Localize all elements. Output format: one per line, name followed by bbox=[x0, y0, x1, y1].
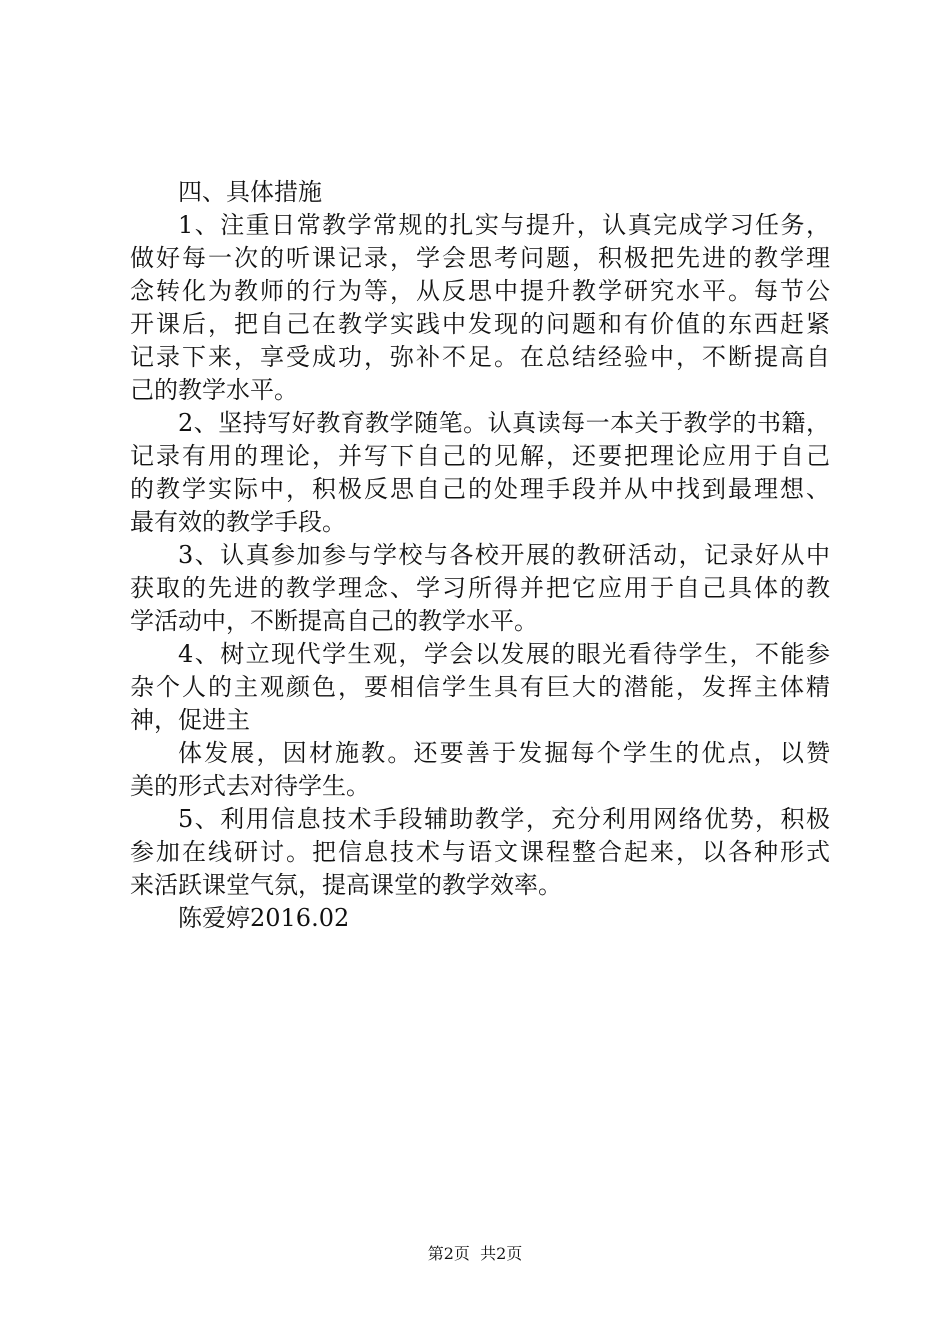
paragraph-line: 5、利用信息技术手段辅助教学，充分利用网络优势，积极 bbox=[178, 805, 830, 833]
paragraph-line: 念转化为教师的行为等，从反思中提升教学研究水平。每节公 bbox=[130, 277, 830, 305]
paragraph-line: 记录有用的理论，并写下自己的见解，还要把理论应用于自己 bbox=[130, 442, 830, 470]
paragraph-line: 4、树立现代学生观，学会以发展的眼光看待学生，不能参 bbox=[178, 640, 830, 668]
paragraph-line: 1、注重日常教学常规的扎实与提升，认真完成学习任务， bbox=[178, 211, 830, 239]
paragraph-line: 开课后，把自己在教学实践中发现的问题和有价值的东西赶紧 bbox=[130, 310, 830, 338]
paragraph-line: 来活跃课堂气氛，提高课堂的教学效率。 bbox=[130, 871, 562, 899]
document-body bbox=[130, 176, 830, 935]
paragraph-line: 体发展，因材施教。还要善于发掘每个学生的优点，以赞 bbox=[178, 739, 830, 767]
paragraph-line: 己的教学水平。 bbox=[130, 376, 298, 404]
paragraph-line: 美的形式去对待学生。 bbox=[130, 772, 370, 800]
paragraph-line: 2、坚持写好教育教学随笔。认真读每一本关于教学的书籍， bbox=[178, 409, 830, 437]
paragraph-line: 记录下来，享受成功，弥补不足。在总结经验中，不断提高自 bbox=[130, 343, 830, 371]
paragraph-line: 学活动中，不断提高自己的教学水平。 bbox=[130, 607, 538, 635]
page-number-footer: 第2页 共2页 bbox=[427, 1244, 523, 1263]
section-heading: 四、具体措施 bbox=[178, 178, 322, 206]
paragraph-line: 最有效的教学手段。 bbox=[130, 508, 346, 536]
paragraph-line: 做好每一次的听课记录，学会思考问题，积极把先进的教学理 bbox=[130, 244, 830, 272]
paragraph-line: 神，促进主 bbox=[130, 706, 250, 734]
paragraph-line: 的教学实际中，积极反思自己的处理手段并从中找到最理想、 bbox=[130, 475, 830, 503]
paragraph-line: 获取的先进的教学理念、学习所得并把它应用于自己具体的教 bbox=[130, 574, 830, 602]
paragraph-line: 杂个人的主观颜色，要相信学生具有巨大的潜能，发挥主体精 bbox=[130, 673, 830, 701]
paragraph-line: 参加在线研讨。把信息技术与语文课程整合起来，以各种形式 bbox=[130, 838, 830, 866]
author-signature-date: 陈爱婷2016.02 bbox=[178, 904, 350, 932]
paragraph-line: 3、认真参加参与学校与各校开展的教研活动，记录好从中 bbox=[178, 541, 830, 569]
